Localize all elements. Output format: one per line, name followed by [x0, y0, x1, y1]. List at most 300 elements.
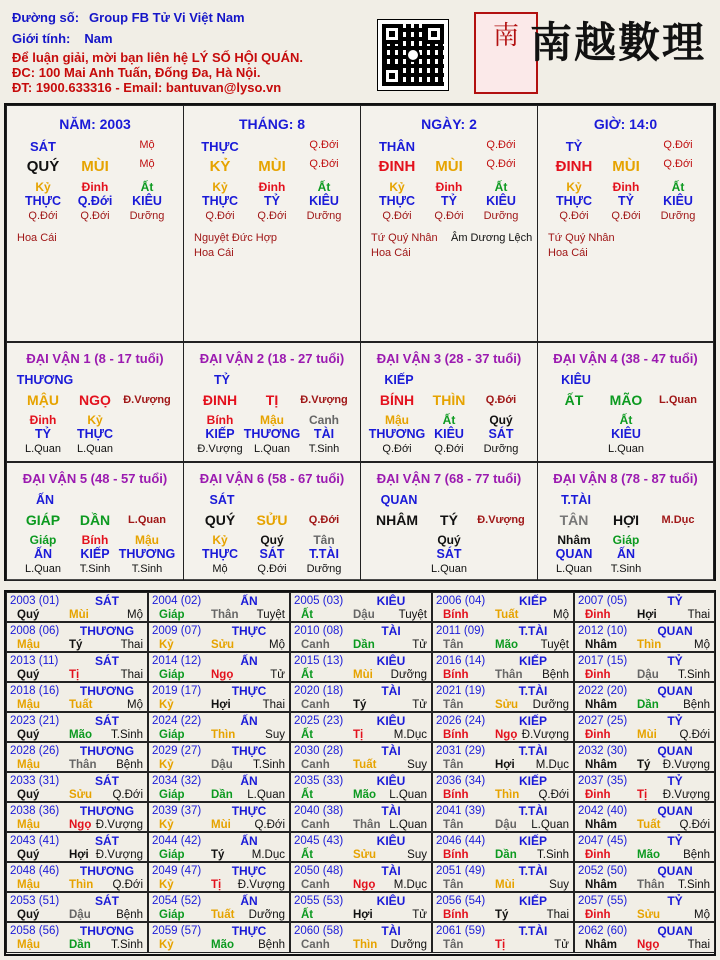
year-label: 2006 (04)	[436, 595, 486, 607]
hidden-stem: Đinh	[435, 180, 463, 194]
year-branch: Tuất	[69, 699, 93, 711]
dai-van-stem: GIÁP	[25, 512, 61, 528]
year-stem: Mậu	[17, 699, 40, 711]
year-god: ẤN	[240, 714, 258, 728]
year-god: ẤN	[240, 894, 258, 908]
hidden-stem: Ất	[442, 413, 456, 427]
dai-van-stem: QUÝ	[204, 512, 236, 528]
year-stem: Quý	[17, 789, 40, 801]
year-branch: Ngọ	[637, 939, 660, 951]
dai-van-title: ĐẠI VẬN 3 (28 - 37 tuổi)	[376, 351, 522, 366]
pillar-3	[360, 105, 538, 342]
year-label: 2042 (40)	[578, 805, 628, 817]
year-god: KIÊU	[376, 654, 406, 668]
hidden-god: KIÊU	[663, 194, 693, 208]
year-state: Mộ	[127, 609, 143, 621]
year-label: 2049 (47)	[152, 865, 202, 877]
hidden-stem: Đinh	[29, 413, 57, 427]
year-god: TÀI	[381, 684, 401, 698]
year-label: 2005 (03)	[294, 595, 344, 607]
hidden-stem: Kỷ	[87, 413, 103, 427]
year-cell	[432, 862, 574, 892]
year-stem: Quý	[17, 909, 40, 921]
year-state: Thai	[687, 609, 710, 621]
year-stem: Nhâm	[585, 819, 617, 831]
year-stem: Nhâm	[585, 879, 617, 891]
year-state: Thai	[120, 669, 143, 681]
special-star: Hoa Cái	[371, 247, 411, 259]
year-branch: Dậu	[211, 759, 233, 771]
year-state: Bệnh	[683, 699, 710, 711]
year-god: TÀI	[381, 864, 401, 878]
dai-van-stem: ẤT	[564, 392, 584, 408]
year-god: THƯƠNG	[79, 684, 135, 698]
year-cell	[290, 652, 432, 682]
hidden-state: Dưỡng	[129, 210, 165, 222]
year-god: TÀI	[381, 804, 401, 818]
pillar-state: Q.Đới	[309, 139, 339, 151]
year-branch: Thân	[495, 669, 523, 681]
hidden-god: SÁT	[259, 547, 285, 561]
dai-van-3	[360, 342, 538, 462]
year-label: 2041 (39)	[436, 805, 486, 817]
year-god: ẤN	[240, 594, 258, 608]
year-branch: Thìn	[69, 879, 94, 891]
year-state: Suy	[549, 879, 569, 891]
year-label: 2054 (52)	[152, 895, 202, 907]
header-line-4: ĐC: 100 Mai Anh Tuấn, Đống Đa, Hà Nội.	[12, 65, 261, 80]
header-line-2: Giới tính: Nam	[12, 31, 113, 46]
year-label: 2014 (12)	[152, 655, 202, 667]
year-label: 2050 (48)	[294, 865, 344, 877]
year-label: 2015 (13)	[294, 655, 344, 667]
year-cell	[6, 862, 148, 892]
year-cell	[574, 772, 715, 802]
hidden-state: Dưỡng	[306, 563, 342, 575]
year-god: QUAN	[657, 624, 693, 638]
year-label: 2046 (44)	[436, 835, 486, 847]
year-god: THỰC	[231, 804, 267, 818]
hidden-stem: Tân	[313, 533, 335, 547]
hidden-stem: Quý	[260, 533, 284, 547]
hidden-state: Q.Đới	[205, 210, 235, 222]
year-state: Tử	[412, 639, 427, 651]
dai-van-branch: MÃO	[609, 392, 643, 408]
special-star: Nguyệt Đức Hợp	[194, 232, 278, 244]
year-branch: Mão	[637, 849, 660, 861]
hidden-stem: Bính	[206, 413, 234, 427]
year-label: 2023 (21)	[10, 715, 60, 727]
year-cell	[574, 802, 715, 832]
year-cell	[574, 832, 715, 862]
year-state: Đ.Vượng	[95, 849, 143, 861]
year-cell	[290, 622, 432, 652]
year-state: T.Sinh	[111, 729, 143, 741]
year-stem: Tân	[443, 939, 464, 951]
year-branch: Thân	[353, 819, 381, 831]
year-state: Q.Đới	[679, 819, 710, 831]
year-label: 2003 (01)	[10, 595, 60, 607]
year-label: 2060 (58)	[294, 925, 344, 937]
hidden-state: Dưỡng	[483, 210, 519, 222]
year-god: TỶ	[667, 894, 683, 908]
year-label: 2010 (08)	[294, 625, 344, 637]
year-branch: Hợi	[211, 699, 231, 711]
year-branch: Sửu	[637, 909, 661, 921]
pillar-stem-god: SÁT	[30, 139, 56, 154]
year-cell	[290, 742, 432, 772]
year-stem: Bính	[443, 849, 469, 861]
year-branch: Ngọ	[211, 669, 234, 681]
hidden-state: Q.Đới	[611, 210, 641, 222]
dai-van-state: Q.Đới	[485, 394, 517, 406]
year-branch: Tuất	[495, 609, 519, 621]
year-state: Dưỡng	[532, 699, 569, 711]
year-cell	[148, 682, 290, 712]
year-branch: Ngọ	[353, 879, 376, 891]
year-cell	[574, 652, 715, 682]
year-cell	[290, 712, 432, 742]
pillar-branch-state: Q.Đới	[309, 158, 339, 170]
hidden-stem: Kỷ	[212, 533, 228, 547]
year-god: TÀI	[381, 744, 401, 758]
year-state: L.Quan	[247, 789, 285, 801]
year-state: Mộ	[694, 639, 710, 651]
year-god: T.TÀI	[518, 744, 548, 758]
year-stem: Mậu	[17, 759, 40, 771]
dai-van-stem: BÍNH	[379, 392, 415, 408]
year-god: T.TÀI	[518, 924, 548, 938]
year-god: THỰC	[231, 924, 267, 938]
year-god: T.TÀI	[518, 864, 548, 878]
hidden-stem: Giáp	[612, 533, 640, 547]
year-stem: Canh	[301, 819, 330, 831]
year-branch: Thìn	[353, 939, 378, 951]
year-branch: Hợi	[637, 609, 657, 621]
pillar-4	[537, 105, 714, 342]
year-cell	[432, 772, 574, 802]
year-state: Suy	[407, 849, 427, 861]
dai-van-god: KIẾP	[384, 373, 414, 387]
year-cell	[432, 922, 574, 953]
hidden-state: L.Quan	[607, 443, 645, 455]
year-branch: Thân	[211, 609, 239, 621]
header-line-5: ĐT: 1900.633316 - Email: bantuvan@lyso.vn	[12, 80, 282, 95]
year-god: THƯƠNG	[79, 864, 135, 878]
year-state: Tử	[554, 939, 569, 951]
year-cell	[6, 712, 148, 742]
year-branch: Thìn	[211, 729, 236, 741]
pillar-branch-state: Q.Đới	[486, 158, 516, 170]
year-cell	[290, 772, 432, 802]
year-state: Đ.Vượng	[662, 759, 710, 771]
year-state: Q.Đới	[112, 879, 143, 891]
hidden-stem: Kỷ	[389, 180, 405, 194]
year-stem: Canh	[301, 639, 330, 651]
year-cell	[148, 622, 290, 652]
year-state: Q.Đới	[538, 789, 569, 801]
year-cell	[574, 922, 715, 953]
year-god: TÀI	[381, 624, 401, 638]
year-god: SÁT	[95, 714, 119, 728]
year-cell	[290, 862, 432, 892]
year-state: T.Sinh	[111, 939, 143, 951]
year-state: Thai	[687, 939, 710, 951]
hidden-god: TỶ	[35, 427, 51, 441]
year-state: T.Sinh	[678, 879, 710, 891]
year-label: 2008 (06)	[10, 625, 60, 637]
hidden-state: T.Sinh	[131, 563, 163, 575]
year-state: Mộ	[269, 639, 285, 651]
hidden-state: L.Quan	[253, 443, 291, 455]
year-label: 2019 (17)	[152, 685, 202, 697]
year-label: 2057 (55)	[578, 895, 628, 907]
pillar-branch: MÙI	[435, 158, 463, 175]
header-line-1: Đường số: Group FB Tử Vi Việt Nam	[12, 10, 245, 25]
hidden-stem: Đinh	[81, 180, 109, 194]
pillar-stem: ĐINH	[378, 158, 416, 175]
year-cell	[574, 712, 715, 742]
dai-van-stem: NHÂM	[376, 512, 418, 528]
dai-van-branch: TÝ	[440, 512, 458, 528]
hidden-god: TỶ	[264, 194, 280, 208]
hidden-god: QUAN	[555, 547, 593, 561]
hidden-state: T.Sinh	[610, 563, 642, 575]
dai-van-4	[537, 342, 714, 462]
dai-van-branch: TỊ	[265, 392, 279, 408]
year-branch: Ngọ	[69, 819, 92, 831]
year-god: THƯƠNG	[79, 924, 135, 938]
year-god: QUAN	[657, 804, 693, 818]
year-stem: Đinh	[585, 789, 611, 801]
year-label: 2062 (60)	[578, 925, 628, 937]
year-branch: Tuất	[211, 909, 235, 921]
dai-van-7	[360, 462, 538, 581]
pillar-state: Q.Đới	[663, 139, 693, 151]
year-god: TỶ	[667, 714, 683, 728]
year-label: 2026 (24)	[436, 715, 486, 727]
pillar-title: NĂM: 2003	[59, 116, 131, 132]
hidden-god: KIÊU	[486, 194, 516, 208]
year-cell	[6, 622, 148, 652]
dai-van-god: QUAN	[380, 493, 418, 507]
hidden-god: THƯƠNG	[368, 427, 426, 441]
hidden-stem: Mậu	[385, 413, 409, 427]
year-branch: Dậu	[69, 909, 91, 921]
year-label: 2027 (25)	[578, 715, 628, 727]
year-cell	[290, 922, 432, 953]
year-label: 2007 (05)	[578, 595, 628, 607]
dai-van-state: Đ.Vượng	[300, 394, 348, 406]
hidden-god: KIÊU	[611, 427, 641, 441]
year-god: SÁT	[95, 594, 119, 608]
year-label: 2061 (59)	[436, 925, 486, 937]
year-stem: Kỷ	[159, 699, 174, 711]
year-god: THỰC	[231, 864, 267, 878]
hidden-stem: Ất	[317, 180, 331, 194]
year-cell	[432, 802, 574, 832]
year-label: 2044 (42)	[152, 835, 202, 847]
hidden-state: L.Quan	[430, 563, 468, 575]
hidden-god: KIẾP	[80, 547, 110, 561]
pillar-stem-god: TỶ	[565, 139, 583, 154]
hidden-god: KIẾP	[205, 427, 235, 441]
dai-van-2	[183, 342, 361, 462]
year-god: ẤN	[240, 654, 258, 668]
hidden-state: L.Quan	[24, 443, 62, 455]
year-stem: Ất	[301, 849, 314, 861]
dai-van-god: T.TÀI	[561, 493, 591, 507]
year-label: 2030 (28)	[294, 745, 344, 757]
year-branch: Mùi	[211, 819, 231, 831]
year-state: M.Dục	[393, 729, 427, 741]
year-god: THƯƠNG	[79, 744, 135, 758]
year-label: 2043 (41)	[10, 835, 60, 847]
hidden-stem: Đinh	[612, 180, 640, 194]
year-god: T.TÀI	[518, 804, 548, 818]
year-god: SÁT	[95, 774, 119, 788]
hidden-stem: Mậu	[135, 533, 159, 547]
pillar-stem-god: THỰC	[201, 139, 239, 154]
year-label: 2040 (38)	[294, 805, 344, 817]
year-stem: Bính	[443, 729, 469, 741]
year-branch: Thìn	[495, 789, 520, 801]
year-label: 2024 (22)	[152, 715, 202, 727]
year-god: QUAN	[657, 744, 693, 758]
hidden-stem: Quý	[437, 533, 461, 547]
year-branch: Ngọ	[495, 729, 518, 741]
year-god: KIÊU	[376, 774, 406, 788]
hidden-stem: Nhâm	[557, 533, 591, 547]
hidden-state: Q.Đới	[559, 210, 589, 222]
pillar-branch: MÙI	[258, 158, 286, 175]
hidden-stem: Mậu	[260, 413, 284, 427]
year-god: KIẾP	[518, 714, 547, 728]
year-cell	[6, 772, 148, 802]
pillar-state: Q.Đới	[486, 139, 516, 151]
year-stem: Kỷ	[159, 879, 174, 891]
year-state: Suy	[407, 759, 427, 771]
special-star: Hoa Cái	[194, 247, 234, 259]
hidden-state: T.Sinh	[79, 563, 111, 575]
year-branch: Mùi	[353, 669, 373, 681]
pillar-stem: QUÝ	[26, 158, 60, 175]
year-branch: Hợi	[69, 849, 89, 861]
year-branch: Sửu	[495, 699, 519, 711]
year-state: Đ.Vượng	[521, 729, 569, 741]
year-state: Bệnh	[258, 939, 285, 951]
dai-van-5	[6, 462, 184, 581]
year-label: 2051 (49)	[436, 865, 486, 877]
hidden-state: Dưỡng	[483, 443, 519, 455]
year-cell	[148, 802, 290, 832]
pillar-branch-state: Q.Đới	[663, 158, 693, 170]
year-state: Dưỡng	[248, 909, 285, 921]
hidden-god: THƯƠNG	[118, 547, 176, 561]
dai-van-title: ĐẠI VẬN 4 (38 - 47 tuổi)	[553, 351, 698, 366]
year-god: KIÊU	[376, 834, 406, 848]
year-branch: Dậu	[353, 609, 375, 621]
year-stem: Kỷ	[159, 639, 174, 651]
year-god: KIẾP	[518, 594, 547, 608]
hidden-god: SÁT	[436, 547, 462, 561]
year-state: Q.Đới	[679, 729, 710, 741]
year-god: SÁT	[95, 894, 119, 908]
year-god: KIẾP	[518, 774, 547, 788]
dai-van-state: M.Dục	[661, 514, 695, 526]
year-state: Đ.Vượng	[237, 879, 285, 891]
year-state: Bệnh	[542, 669, 569, 681]
year-god: TỶ	[667, 594, 683, 608]
year-stem: Kỷ	[159, 819, 174, 831]
year-god: KIẾP	[518, 654, 547, 668]
year-cell	[290, 682, 432, 712]
dai-van-state: Q.Đới	[308, 514, 340, 526]
year-label: 2022 (20)	[578, 685, 628, 697]
dai-van-god: ẤN	[35, 493, 55, 507]
year-stem: Kỷ	[159, 939, 174, 951]
year-branch: Thân	[69, 759, 97, 771]
year-label: 2035 (33)	[294, 775, 344, 787]
year-label: 2028 (26)	[10, 745, 60, 757]
year-state: Q.Đới	[254, 819, 285, 831]
year-stem: Giáp	[159, 609, 185, 621]
hidden-god: Q.Đới	[77, 194, 113, 208]
hidden-state: T.Sinh	[308, 443, 340, 455]
year-state: Dưỡng	[390, 669, 427, 681]
year-state: M.Dục	[393, 879, 427, 891]
hidden-god: THỰC	[378, 194, 416, 208]
year-cell	[432, 742, 574, 772]
year-state: Bệnh	[683, 849, 710, 861]
year-cell	[290, 892, 432, 922]
year-state: Q.Đới	[112, 789, 143, 801]
hidden-god: ẤN	[33, 547, 53, 561]
hidden-state: Dưỡng	[306, 210, 342, 222]
pillar-branch: MÙI	[612, 158, 640, 175]
year-god: SÁT	[95, 834, 119, 848]
year-god: TỶ	[667, 654, 683, 668]
special-star: Âm Dương Lệch	[451, 232, 533, 244]
year-god: KIẾP	[518, 834, 547, 848]
pillar-title: GIỜ: 14:0	[593, 116, 658, 132]
hidden-god: THỰC	[555, 194, 593, 208]
dai-van-state: Đ.Vượng	[123, 394, 171, 406]
year-stem: Quý	[17, 849, 40, 861]
year-branch: Mão	[69, 729, 92, 741]
year-branch: Tị	[637, 789, 648, 801]
year-label: 2037 (35)	[578, 775, 628, 787]
year-label: 2013 (11)	[10, 655, 59, 667]
dai-van-branch: SỬU	[256, 512, 288, 528]
year-label: 2031 (29)	[436, 745, 486, 757]
year-label: 2016 (14)	[436, 655, 486, 667]
year-stem: Tân	[443, 879, 464, 891]
dai-van-branch: HỢI	[613, 512, 639, 528]
year-god: ẤN	[240, 834, 258, 848]
year-stem: Canh	[301, 879, 330, 891]
year-stem: Quý	[17, 609, 40, 621]
hidden-god: THƯƠNG	[243, 427, 301, 441]
year-label: 2021 (19)	[436, 685, 486, 697]
year-stem: Giáp	[159, 789, 185, 801]
year-branch: Tị	[69, 669, 80, 681]
dai-van-state: L.Quan	[659, 394, 697, 406]
year-stem: Giáp	[159, 849, 185, 861]
hidden-god: ẤN	[616, 547, 636, 561]
hidden-god: THỰC	[24, 194, 62, 208]
year-state: Tuyệt	[398, 609, 427, 621]
